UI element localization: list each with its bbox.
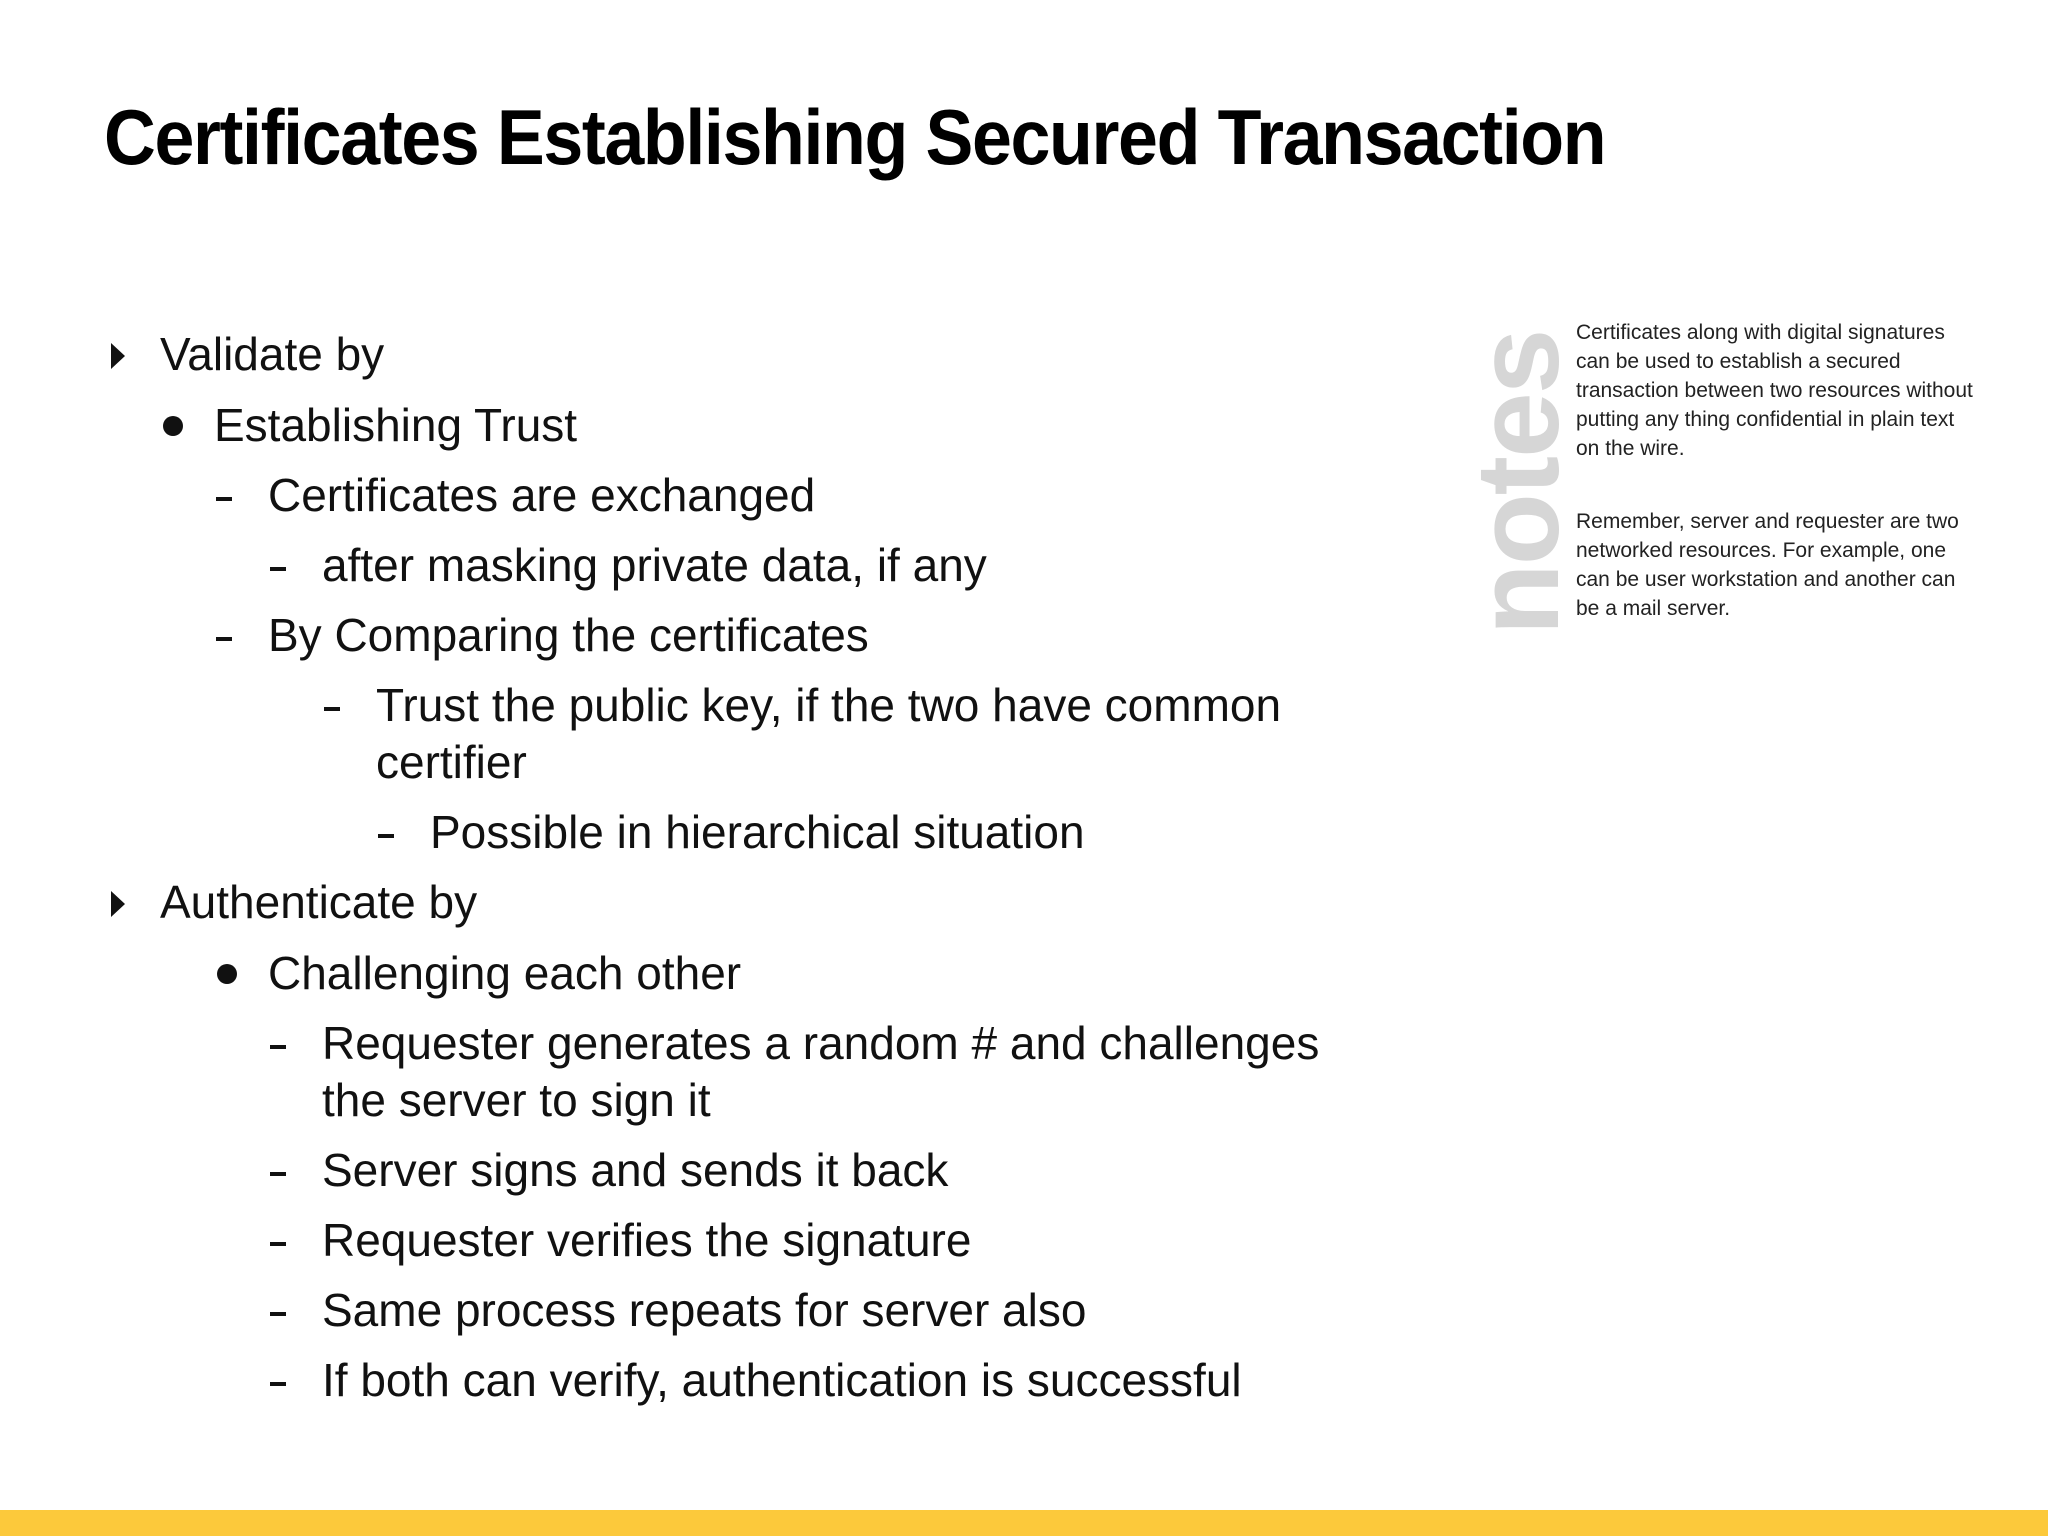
bullet-trust-public-key [376,677,1281,791]
footer-accent-bar [0,1510,2048,1536]
bullet-possible-hierarchical: Possible in hierarchical situation [430,806,1085,858]
bullet-if-both: If both can verify, authentication is successful [322,1354,1242,1406]
dash-bullet-icon [270,1312,286,1316]
bullet-requester-generates [322,1015,1319,1129]
notes-paragraph-1: Certificates along with digital signatures can be used to establish a secured transaction between two resources without putting any thing confidential in plain text on the wire. [1576,321,1973,460]
bullet-same-process: Same process repeats for server also [322,1284,1087,1336]
dash-bullet-icon [270,1172,286,1176]
bullet-requester-generates-line1: Requester generates a random # and challenges [322,1017,1320,1069]
bullet-requester-verifies: Requester verifies the signature [322,1214,972,1266]
dash-bullet-icon [270,1382,286,1386]
notes-paragraph-2: Remember, server and requester are two networked resources. For example, one can be user workstation and another can be a mail server. [1576,510,1959,620]
bullet-server-signs: Server signs and sends it back [322,1144,949,1196]
bullet-certificates-exchanged: Certificates are exchanged [268,469,816,521]
notes-label: notes [1452,330,1584,636]
dash-bullet-icon [270,1242,286,1246]
bullet-trust-public-key-line2: certifier [376,736,527,788]
bullet-validate-by: Validate by [160,328,385,380]
bullet-requester-generates-line2: the server to sign it [322,1074,711,1126]
bullet-establishing-trust: Establishing Trust [214,399,578,451]
dash-bullet-icon [378,834,394,838]
slide-title: Certificates Establishing Secured Transaction [104,93,1606,181]
dash-bullet-icon [216,497,232,501]
triangle-bullet-icon [111,891,125,917]
bullet-authenticate-by: Authenticate by [160,876,478,928]
dot-bullet-icon [217,964,237,984]
dot-bullet-icon [163,416,183,436]
dash-bullet-icon [270,1045,286,1049]
bullet-challenging: Challenging each other [268,947,742,999]
dash-bullet-icon [324,707,340,711]
triangle-bullet-icon [111,343,125,369]
dash-bullet-icon [216,637,232,641]
bullet-after-masking: after masking private data, if any [322,539,987,591]
bullet-by-comparing: By Comparing the certificates [268,609,869,661]
dash-bullet-icon [270,567,286,571]
bullet-trust-public-key-line1: Trust the public key, if the two have common [376,679,1282,731]
